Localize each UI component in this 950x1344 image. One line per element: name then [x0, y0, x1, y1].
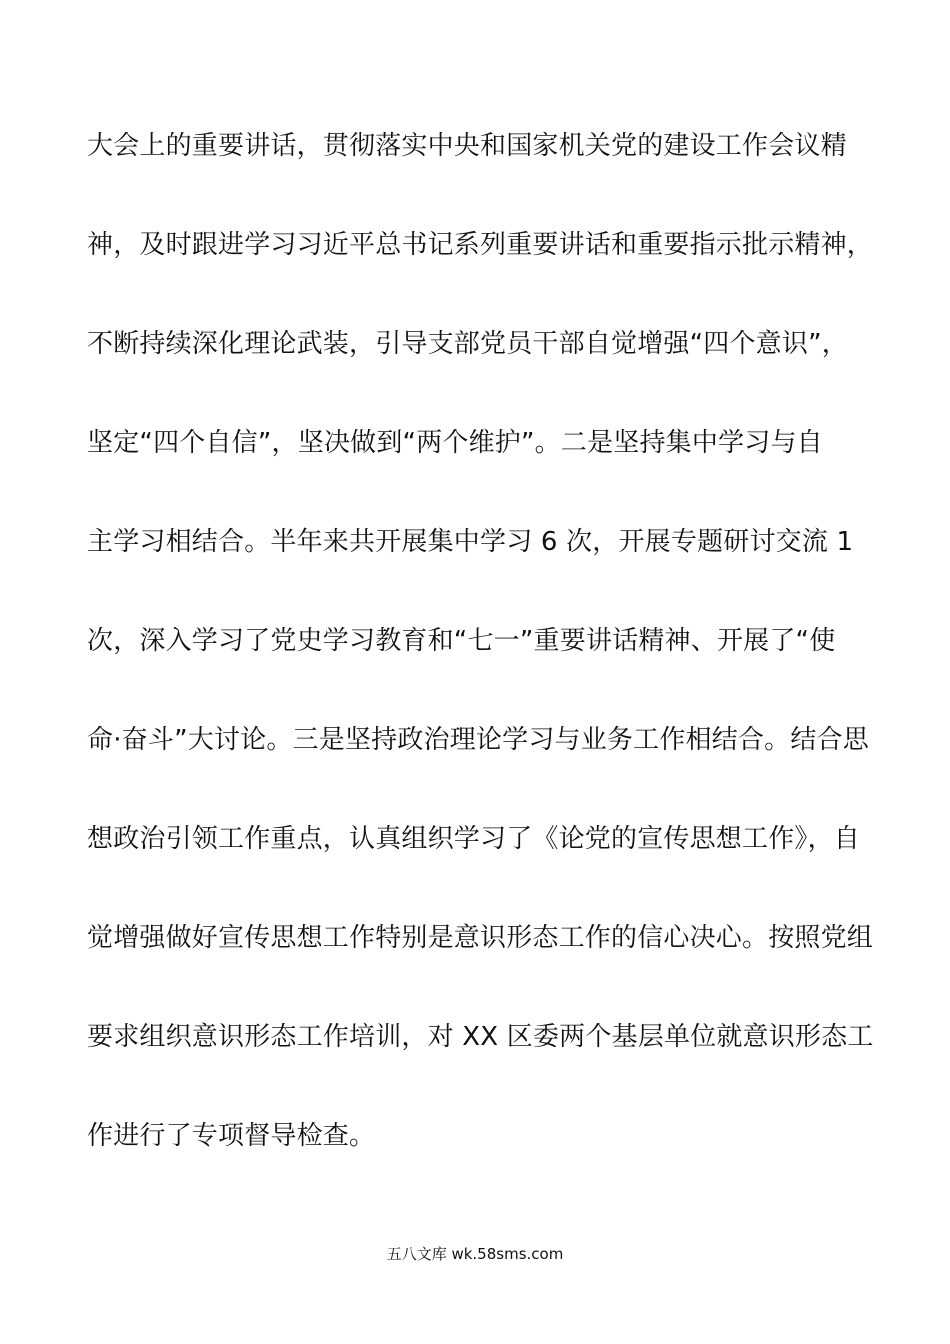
body-text-line: 命·奋斗”大讨论。三是坚持政治理论学习与业务工作相结合。结合思	[87, 725, 869, 755]
body-text-line: 作进行了专项督导检查。	[87, 1121, 376, 1151]
body-text-line: 想政治引领工作重点，认真组织学习了《论党的宣传思想工作》，自	[87, 824, 861, 854]
body-text-line: 不断持续深化理论武装，引导支部党员干部自觉增强“四个意识”，	[87, 329, 848, 359]
page-footer: 五八文库 wk.58sms.com	[386, 1245, 564, 1263]
body-text-line: 觉增强做好宣传思想工作特别是意识形态工作的信心决心。按照党组	[87, 923, 874, 953]
body-text-line: 神，及时跟进学习习近平总书记系列重要讲话和重要指示批示精神，	[87, 230, 874, 260]
body-text-line: 坚定“四个自信”，坚决做到“两个维护”。二是坚持集中学习与自	[87, 428, 823, 458]
body-text-line: 次，深入学习了党史学习教育和“七一”重要讲话精神、开展了“使	[87, 626, 836, 656]
body-text-line: 要求组织意识形态工作培训，对 XX 区委两个基层单位就意识形态工	[87, 1022, 874, 1052]
body-text-line: 主学习相结合。半年来共开展集中学习 6 次，开展专题研讨交流 1	[87, 527, 854, 557]
body-text-line: 大会上的重要讲话，贯彻落实中央和国家机关党的建设工作会议精	[87, 131, 847, 161]
